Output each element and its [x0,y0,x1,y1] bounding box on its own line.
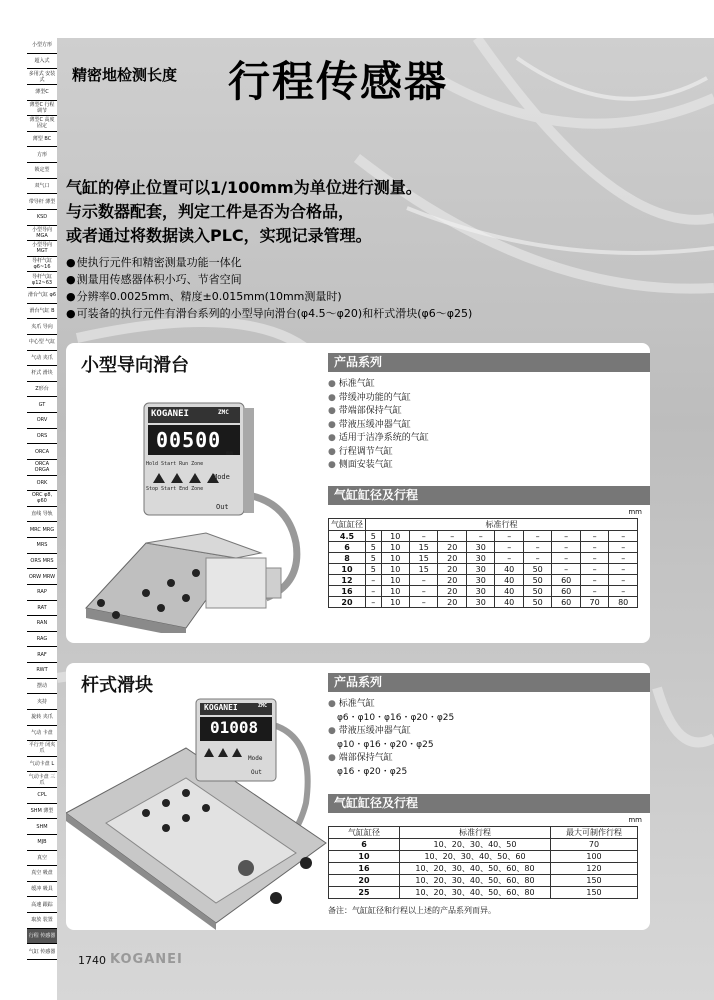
index-tab[interactable]: 直线 导轨 [27,507,57,523]
stroke-cell: 60 [552,586,580,597]
index-tab[interactable]: 气动卡盘 三爪 [27,772,57,788]
index-tab[interactable]: 平行开 闭夹爪 [27,741,57,757]
bore-cell: 20 [329,597,366,608]
stroke-cell: 10、20、30、40、50、60 [400,851,551,863]
stroke-cell: 10、20、30、40、50 [400,839,551,851]
stroke-cell: 40 [495,564,523,575]
index-tab[interactable]: 取放 装置 [27,913,57,929]
index-tab[interactable]: 气动 夹爪 [27,351,57,367]
stroke-cell: 30 [466,597,494,608]
rod-slide-image [66,693,328,930]
product-item: ● 带液压缓冲器气缸 [328,419,429,433]
index-tabs [27,38,57,960]
table-row [329,839,638,851]
bore-stroke-header: 气缸缸径及行程 [328,794,650,813]
stroke-cell: – [552,564,580,575]
stroke-cell: 20 [438,586,466,597]
stroke-cell: 15 [410,542,438,553]
stroke-cell: – [609,531,638,542]
index-tab[interactable]: 滑台气缸 φ6 [27,288,57,304]
stroke-cell: – [523,553,551,564]
bore-cell: 25 [329,887,400,899]
stroke-cell: 10、20、30、40、50、60、80 [400,863,551,875]
panel-title: 小型导向滑台 [81,355,189,376]
index-tab[interactable]: GT [27,397,57,413]
stroke-cell: – [495,542,523,553]
product-series-header: 产品系列 [328,353,650,372]
stroke-cell: – [410,597,438,608]
page-number: 1740 [78,954,106,967]
stroke-cell: 30 [466,564,494,575]
index-tab[interactable]: RWT [27,663,57,679]
index-tab[interactable]: 导杆气缸 φ6~16 [27,257,57,273]
intro-line: 气缸的停止位置可以1/100mm为单位进行测量。 [66,178,422,197]
index-tab[interactable]: RAT [27,601,57,617]
index-tab[interactable]: 小型导向 MGT [27,241,57,257]
index-tab[interactable]: 旋转 夹爪 [27,710,57,726]
product-item: ● 端部保持气缸 [328,752,454,766]
display-model: ZMC [258,703,268,709]
display-button-labels: Hold Start Run Zone [146,461,204,467]
table-row [329,531,638,542]
index-tab[interactable]: MRS [27,538,57,554]
table-row [329,553,638,564]
stroke-cell: 20 [438,553,466,564]
guide-slide-image [76,383,326,633]
stroke-cell: 20 [438,542,466,553]
stroke-cell: – [609,542,638,553]
bore-cell: 10 [329,851,400,863]
index-tab[interactable]: 中心型 气缸 [27,335,57,351]
stroke-cell: – [366,586,382,597]
stroke-cell: – [410,531,438,542]
index-tab[interactable]: RAG [27,632,57,648]
index-tab[interactable]: ORC φ8, φ60 [27,491,57,507]
stroke-cell: – [495,553,523,564]
display-reading: 00500 [156,428,222,452]
bore-cell: 12 [329,575,366,586]
panel-title: 杆式滑块 [81,675,153,696]
table-unit: mm [628,508,642,516]
stroke-cell: – [580,542,608,553]
bore-cell: 16 [329,586,366,597]
index-tab[interactable]: 锁定型 [27,163,57,179]
table-row [329,875,638,887]
stroke-cell: – [410,575,438,586]
index-tab[interactable]: 多用式 安装式 [27,69,57,85]
product-item: ● 带液压缓冲器气缸 [328,725,454,739]
page-subtitle: 精密地检测长度 [72,66,178,84]
index-tab[interactable]: 小型方形 [27,38,57,54]
display-unit: mm [226,450,234,457]
stroke-cell: – [552,531,580,542]
stroke-cell: – [523,531,551,542]
stroke-cell: – [580,564,608,575]
stroke-cell: 10 [381,542,409,553]
table-row [329,887,638,899]
index-tab[interactable]: KSD [27,210,57,226]
index-tab[interactable]: 真空 [27,851,57,867]
product-item: ● 带缓冲功能的气缸 [328,392,429,406]
stroke-cell: 15 [410,564,438,575]
index-tab[interactable]: 真空 吸盘 [27,866,57,882]
display-button-labels-2: Stop Start End Zone [146,486,204,492]
index-tab[interactable]: 气动卡盘 L [27,757,57,773]
stroke-cell: – [366,575,382,586]
stroke-cell: 60 [552,597,580,608]
stroke-cell: – [609,575,638,586]
index-tab[interactable]: 摆动 [27,679,57,695]
stroke-cell: 50 [523,586,551,597]
stroke-cell: 10、20、30、40、50、60、80 [400,875,551,887]
index-tab[interactable]: ORS MRS [27,554,57,570]
index-tab[interactable]: 薄型C 行程调节 [27,101,57,117]
table-row [329,851,638,863]
index-tab[interactable]: 小型导向 MGA [27,226,57,242]
stroke-cell: – [438,531,466,542]
stroke-cell: 15 [410,553,438,564]
table-unit: mm [628,816,642,824]
feature-item: ● 可装备的执行元件有滑台系列的小型导向滑台(φ4.5～φ20)和杆式滑块(φ6～φ25) [66,305,472,322]
stroke-cell: 80 [609,597,638,608]
page-title: 行程传感器 [228,57,449,106]
index-tab[interactable]: 高速 跟踪 [27,897,57,913]
table-row [329,586,638,597]
stroke-cell: 10 [381,553,409,564]
product-item: ● 行程调节气缸 [328,446,429,460]
index-tab[interactable]: ORV [27,413,57,429]
bore-stroke-header: 气缸缸径及行程 [328,486,650,505]
index-tab[interactable]: 夹持 [27,694,57,710]
stroke-cell: 50 [523,575,551,586]
stroke-cell: 30 [466,542,494,553]
max-stroke-cell: 70 [551,839,638,851]
index-tab[interactable]: ORK [27,476,57,492]
stroke-cell: – [523,542,551,553]
index-tab[interactable]: Z形台 [27,382,57,398]
index-tab[interactable]: 超入式 [27,54,57,70]
max-stroke-cell: 120 [551,863,638,875]
guide-slide-panel [66,343,650,643]
stroke-cell: 20 [438,575,466,586]
display-mode: Mode [213,473,230,481]
stroke-cell: 50 [523,564,551,575]
stroke-cell: – [552,553,580,564]
stroke-cell: – [580,553,608,564]
index-tab[interactable]: 杆式 滑块 [27,366,57,382]
stroke-cell: 70 [580,597,608,608]
table-header: 标准行程 [366,519,638,531]
index-tab[interactable]: RAP [27,585,57,601]
display-brand: KOGANEI [204,703,238,712]
footer-logo: KOGANEI [110,952,183,967]
index-tab[interactable]: 行程 传感器 [27,929,57,945]
stroke-cell: 10 [381,575,409,586]
stroke-cell: – [609,586,638,597]
index-tab[interactable]: ORS [27,429,57,445]
stroke-cell: 10 [381,597,409,608]
feature-item: ● 使执行元件和精密测量功能一体化 [66,254,472,271]
product-item: ● 标准气缸 [328,698,454,712]
stroke-cell: – [495,531,523,542]
stroke-cell: 10 [381,586,409,597]
table-row [329,542,638,553]
max-stroke-cell: 100 [551,851,638,863]
product-item: ● 适用于洁净系统的气缸 [328,432,429,446]
stroke-cell: – [366,597,382,608]
max-stroke-cell: 150 [551,887,638,899]
stroke-cell: – [466,531,494,542]
bore-cell: 20 [329,875,400,887]
product-series-list [328,378,429,473]
stroke-cell: 60 [552,575,580,586]
display-model: ZMC [218,409,229,416]
rod-slide-panel [66,663,650,930]
table-header: 气缸缸径 [329,827,400,839]
index-tab[interactable]: 薄型 BC [27,132,57,148]
stroke-cell: – [580,531,608,542]
index-tab[interactable]: ORCA [27,444,57,460]
bore-cell: 10 [329,564,366,575]
feature-list [66,254,472,322]
display-brand: KOGANEI [151,409,189,419]
stroke-cell: 40 [495,575,523,586]
index-tab[interactable]: CPL [27,788,57,804]
index-tab[interactable]: 气缸 传感器 [27,944,57,960]
stroke-cell: – [609,564,638,575]
intro-line: 与示数器配套，判定工件是否为合格品， [66,202,355,221]
stroke-cell: 10、20、30、40、50、60、80 [400,887,551,899]
stroke-cell: 40 [495,597,523,608]
index-tab[interactable]: 滑台气缸 B [27,304,57,320]
bore-cell: 16 [329,863,400,875]
stroke-cell: 40 [495,586,523,597]
stroke-cell: – [609,553,638,564]
table-row [329,564,638,575]
stroke-cell: – [580,575,608,586]
index-tab[interactable]: 方形 [27,147,57,163]
table-header: 气缸缸径 [329,519,366,531]
stroke-table [328,518,638,608]
bore-cell: 4.5 [329,531,366,542]
max-stroke-cell: 150 [551,875,638,887]
stroke-cell: – [410,586,438,597]
product-series-header: 产品系列 [328,673,650,692]
table-row [329,863,638,875]
product-sizes: φ6・φ10・φ16・φ20・φ25 [337,712,455,723]
product-item: ● 带端部保持气缸 [328,405,429,419]
stroke-cell: 30 [466,586,494,597]
index-tab[interactable]: SHM 薄型 [27,804,57,820]
index-tab[interactable]: SHM [27,819,57,835]
index-tab[interactable]: MJB [27,835,57,851]
feature-item: ● 分辨率0.0025mm、精度±0.015mm(10mm测量时) [66,288,472,305]
index-tab[interactable]: 薄型C 高度固定 [27,116,57,132]
index-tab[interactable]: ORCA ORGA [27,460,57,476]
stroke-cell: 5 [366,542,382,553]
bore-cell: 6 [329,542,366,553]
stroke-cell: 20 [438,564,466,575]
stroke-cell: 30 [466,553,494,564]
index-tab[interactable]: 薄型C [27,85,57,101]
stroke-cell: – [580,586,608,597]
product-item: ● 侧面安装气缸 [328,459,429,473]
table-header: 标准行程 [400,827,551,839]
stroke-cell: 10 [381,531,409,542]
table-row [329,597,638,608]
stroke-cell: 5 [366,553,382,564]
intro-text [66,176,422,248]
stroke-cell: 5 [366,531,382,542]
table-note: 备注：气缸缸径和行程以上述的产品系列而异。 [328,906,496,915]
bore-cell: 6 [329,839,400,851]
product-item: ● 标准气缸 [328,378,429,392]
stroke-table [328,826,638,899]
index-tab[interactable]: RAF [27,647,57,663]
product-sizes: φ10・φ16・φ20・φ25 [337,739,434,750]
index-tab[interactable]: 气动 卡盘 [27,726,57,742]
feature-item: ● 测量用传感器体积小巧、节省空间 [66,271,472,288]
stroke-cell: 20 [438,597,466,608]
index-tab[interactable]: 双气口 [27,179,57,195]
display-mode: Mode [248,755,263,762]
index-tab[interactable]: RAN [27,616,57,632]
table-header: 最大可制作行程 [551,827,638,839]
product-sizes: φ16・φ20・φ25 [337,766,408,777]
stroke-cell: 50 [523,597,551,608]
index-tab[interactable]: MRC MRG [27,522,57,538]
display-reading: 01008 [210,718,259,737]
display-out: Out [251,769,262,776]
index-tab[interactable]: 缓冲 吸具 [27,882,57,898]
stroke-cell: 5 [366,564,382,575]
product-series-list [328,698,454,779]
display-out: Out [216,503,229,511]
index-tab[interactable]: 夹爪 导向 [27,319,57,335]
table-row [329,575,638,586]
stroke-cell: – [552,542,580,553]
index-tab[interactable]: ORW MRW [27,569,57,585]
index-tab[interactable]: 带导杆 薄型 [27,194,57,210]
bore-cell: 8 [329,553,366,564]
stroke-cell: 10 [381,564,409,575]
intro-line: 或者通过将数据读入PLC，实现记录管理。 [66,226,372,245]
index-tab[interactable]: 导杆气缸 φ12~63 [27,272,57,288]
stroke-cell: 30 [466,575,494,586]
